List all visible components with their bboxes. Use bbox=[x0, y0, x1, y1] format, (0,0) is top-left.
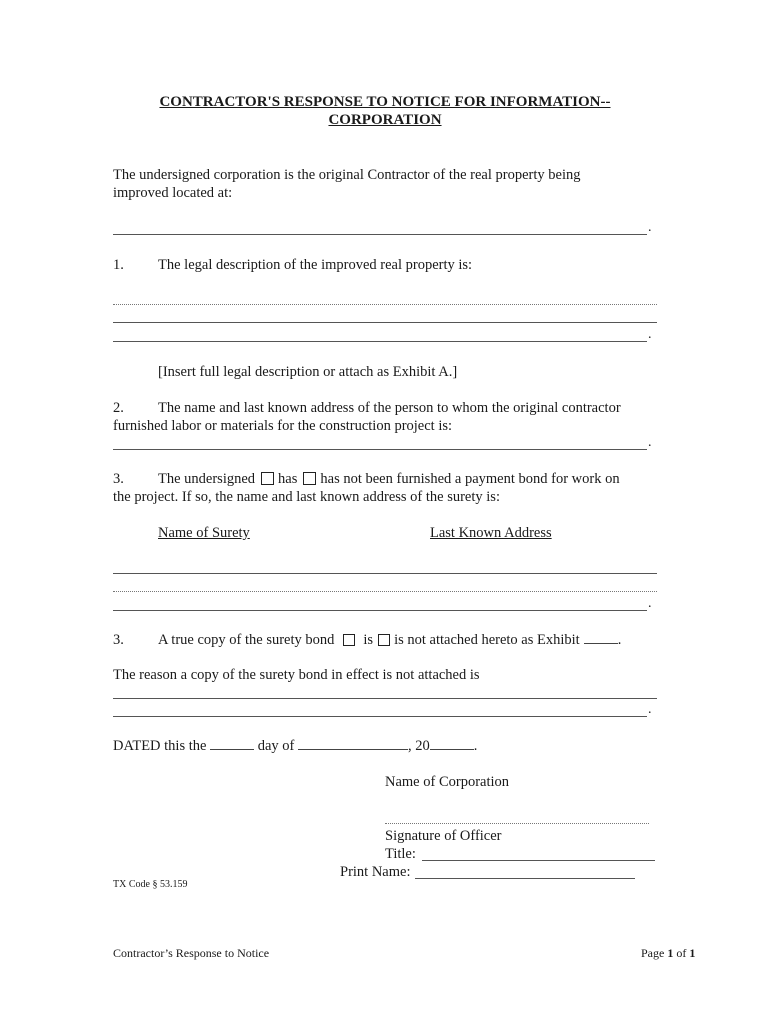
item3b-number: 3. bbox=[113, 632, 124, 648]
has-checkbox[interactable] bbox=[261, 472, 274, 485]
person-address-line[interactable] bbox=[113, 449, 647, 450]
period: . bbox=[648, 596, 652, 611]
item3-number: 3. bbox=[113, 471, 124, 487]
title-label: Title: bbox=[385, 846, 416, 862]
legal-description-line-2[interactable] bbox=[113, 322, 657, 323]
item3-prefix: The undersigned bbox=[158, 471, 256, 487]
legal-description-line-3[interactable] bbox=[113, 341, 647, 342]
item3b-line bbox=[158, 631, 621, 649]
has-not-label: has not been furnished a payment bond for work on bbox=[320, 471, 620, 487]
last-known-address-header: Last Known Address bbox=[430, 525, 552, 541]
item2-line1: The name and last known address of the person to whom the original contractor bbox=[158, 400, 621, 416]
print-name-label: Print Name: bbox=[340, 864, 411, 880]
page-of: of bbox=[673, 946, 690, 960]
page-total: 1 bbox=[689, 946, 696, 960]
address-blank-line[interactable] bbox=[113, 234, 647, 235]
exhibit-blank[interactable] bbox=[584, 631, 618, 644]
is-not-checkbox[interactable] bbox=[378, 634, 390, 646]
document-title-line2: CORPORATION bbox=[328, 112, 442, 128]
signature-of-officer-label: Signature of Officer bbox=[385, 828, 502, 844]
page-number bbox=[641, 946, 695, 961]
name-of-surety-header: Name of Surety bbox=[158, 525, 250, 541]
is-not-label: is not attached hereto as Exhibit bbox=[394, 632, 580, 648]
signature-line[interactable] bbox=[385, 823, 649, 824]
day-blank[interactable] bbox=[210, 737, 254, 750]
legal-description-line-1[interactable] bbox=[113, 304, 657, 305]
reason-line-1[interactable] bbox=[113, 698, 657, 699]
period: . bbox=[648, 327, 652, 342]
is-label: is bbox=[363, 632, 374, 648]
period: . bbox=[617, 632, 622, 648]
has-label: has bbox=[278, 471, 298, 487]
has-not-checkbox[interactable] bbox=[303, 472, 316, 485]
month-blank[interactable] bbox=[298, 737, 408, 750]
period: . bbox=[648, 702, 652, 717]
item3-line1 bbox=[158, 470, 620, 488]
footer-title: Contractor’s Response to Notice bbox=[113, 946, 270, 960]
item2-line2: furnished labor or materials for the construction project is: bbox=[113, 418, 453, 434]
year-blank[interactable] bbox=[430, 737, 474, 750]
surety-line-1[interactable] bbox=[113, 573, 657, 574]
item1-text: The legal description of the improved real property is: bbox=[158, 257, 473, 273]
reason-text: The reason a copy of the surety bond in effect is not attached is bbox=[113, 667, 480, 683]
document-title-line1: CONTRACTOR'S RESPONSE TO NOTICE FOR INFORMATION-- bbox=[159, 94, 611, 110]
surety-line-3[interactable] bbox=[113, 610, 647, 611]
is-checkbox[interactable] bbox=[343, 634, 355, 646]
page-current: 1 bbox=[667, 946, 674, 960]
item1-note: [Insert full legal description or attach as Exhibit A.] bbox=[158, 364, 458, 380]
surety-line-2[interactable] bbox=[113, 591, 657, 592]
period: . bbox=[473, 738, 478, 754]
item2-number: 2. bbox=[113, 400, 124, 416]
corporation-name-label: Name of Corporation bbox=[385, 774, 510, 790]
reason-line-2[interactable] bbox=[113, 716, 647, 717]
print-name-blank-line[interactable] bbox=[415, 878, 635, 879]
item3b-prefix: A true copy of the surety bond bbox=[158, 632, 335, 648]
page-prefix: Page bbox=[641, 946, 668, 960]
intro-line2: improved located at: bbox=[113, 185, 233, 201]
intro-line1: The undersigned corporation is the original Contractor of the real property being bbox=[113, 167, 581, 183]
tx-code: TX Code § 53.159 bbox=[113, 879, 188, 890]
dated-line bbox=[113, 737, 477, 755]
day-of-label: day of bbox=[257, 738, 295, 754]
dated-prefix: DATED this the bbox=[113, 738, 207, 754]
period: . bbox=[648, 220, 652, 235]
item3-line2: the project. If so, the name and last known address of the surety is: bbox=[113, 489, 500, 505]
period: . bbox=[648, 435, 652, 450]
year-label: , 20 bbox=[407, 738, 430, 754]
title-blank-line[interactable] bbox=[422, 860, 655, 861]
item1-number: 1. bbox=[113, 257, 124, 273]
